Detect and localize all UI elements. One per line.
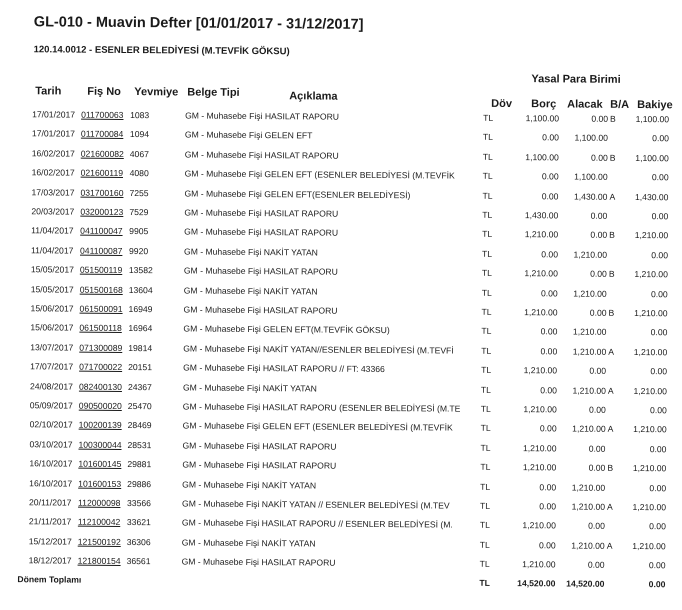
report-title: GL-010 - Muavin Defter [01/01/2017 - 31/12/2017]	[33, 14, 364, 33]
yevmiye-cell: 9905	[129, 226, 149, 237]
alacak-cell: 1,430.00	[573, 191, 608, 202]
bakiye-cell: 0.00	[652, 133, 669, 144]
period-total-alacak: 14,520.00	[566, 578, 605, 589]
aciklama-cell: GM - Muhasebe Fişi NAKİT YATAN	[183, 285, 318, 297]
period-total-label: Dönem Toplamı	[17, 574, 82, 585]
yevmiye-cell: 16949	[128, 304, 153, 315]
yevmiye-cell: 7255	[129, 187, 149, 198]
borc-cell: 0.00	[541, 190, 559, 201]
table-row	[0, 284, 680, 304]
ba-cell: A	[608, 346, 615, 357]
dov-cell: TL	[482, 170, 493, 182]
ba-cell: B	[608, 307, 615, 318]
alacak-cell: 0.00	[589, 365, 607, 376]
dov-cell: TL	[480, 461, 491, 473]
aciklama-cell: GM - Muhasebe Fişi HASILAT RAPORU	[184, 226, 339, 239]
fis-no-link[interactable]: 061500091	[79, 303, 123, 314]
alacak-cell: 1,210.00	[571, 501, 606, 512]
header-ba: B/A	[610, 98, 630, 111]
dov-cell: TL	[482, 151, 493, 162]
aciklama-cell: GM - Muhasebe Fişi NAKİT YATAN	[183, 246, 318, 258]
aciklama-cell: GM - Muhasebe Fişi NAKİT YATAN	[182, 382, 317, 394]
fis-no-link[interactable]: 121800154	[77, 555, 121, 567]
header-yevmiye: Yevmiye	[134, 86, 179, 99]
aciklama-cell: GM - Muhasebe Fişi NAKİT YATAN//ESENLER BELEDİYESİ (M.TEVFİ	[183, 343, 454, 356]
yevmiye-cell: 19814	[128, 342, 153, 354]
aciklama-cell: GM - Muhasebe Fişi HASILAT RAPORU	[185, 110, 340, 122]
table-row	[0, 225, 680, 245]
aciklama-cell: GM - Muhasebe Fişi HASILAT RAPORU	[182, 459, 337, 471]
dov-cell: TL	[480, 384, 492, 395]
dov-cell: TL	[481, 287, 492, 298]
borc-cell: 1,210.00	[524, 229, 559, 240]
aciklama-cell: GM - Muhasebe Fişi NAKİT YATAN	[182, 479, 317, 491]
date-cell: 16/10/2017	[29, 458, 73, 469]
fis-no-link[interactable]: 112100042	[77, 517, 121, 528]
dov-cell: TL	[479, 539, 490, 550]
bakiye-cell: 1,210.00	[632, 463, 667, 474]
aciklama-cell: GM - Muhasebe Fişi GELEN EFT(ESENLER BELEDİYESİ)	[184, 188, 411, 200]
yevmiye-cell: 1094	[129, 129, 150, 140]
bakiye-cell: 0.00	[649, 521, 666, 532]
borc-cell: 1,210.00	[524, 268, 558, 279]
dov-cell: TL	[480, 423, 491, 434]
fis-no-link[interactable]: 041100047	[80, 226, 123, 237]
table-row	[0, 322, 679, 342]
fis-no-link[interactable]: 100200139	[78, 420, 122, 431]
aciklama-cell: GM - Muhasebe Fişi HASILAT RAPORU // ESENLER BELEDİYESİ (M.	[181, 517, 453, 530]
ba-cell: A	[606, 501, 613, 512]
table-row	[0, 167, 681, 187]
date-cell: 17/07/2017	[30, 361, 74, 372]
bakiye-cell: 1,210.00	[632, 540, 666, 552]
dov-cell: TL	[481, 326, 492, 337]
yevmiye-cell: 4080	[129, 168, 149, 179]
date-cell: 20/11/2017	[29, 497, 72, 508]
aciklama-cell: GM - Muhasebe Fişi GELEN EFT (ESENLER BELEDİYESİ (M.TEVFİK	[184, 168, 455, 181]
date-cell: 11/04/2017	[30, 245, 74, 256]
alacak-cell: 1,100.00	[574, 171, 608, 182]
fis-no-link[interactable]: 051500119	[79, 264, 123, 276]
table-row	[0, 245, 680, 265]
yevmiye-cell: 24367	[127, 381, 152, 392]
borc-cell: 0.00	[540, 384, 557, 395]
period-total-row	[0, 574, 677, 594]
bakiye-cell: 0.00	[650, 288, 668, 299]
aciklama-cell: GM - Muhasebe Fişi NAKİT YATAN	[181, 537, 316, 549]
table-row	[0, 555, 678, 575]
bakiye-cell: 1,100.00	[635, 113, 670, 125]
fis-no-link[interactable]: 061500118	[79, 323, 122, 334]
dov-cell: TL	[480, 442, 491, 453]
alacak-cell: 0.00	[588, 521, 605, 532]
bakiye-cell: 0.00	[649, 443, 667, 455]
table-row	[0, 303, 680, 323]
ba-cell: B	[609, 152, 616, 163]
bakiye-cell: 0.00	[650, 405, 667, 416]
alacak-cell: 0.00	[588, 462, 606, 473]
fis-no-link[interactable]: 100300044	[78, 439, 122, 450]
bakiye-cell: 1,210.00	[634, 307, 668, 319]
bakiye-cell: 1,210.00	[634, 269, 668, 280]
borc-cell: 0.00	[541, 171, 559, 182]
bakiye-cell: 0.00	[651, 249, 669, 261]
alacak-cell: 0.00	[591, 113, 609, 124]
header-bakiye: Bakiye	[637, 99, 673, 112]
bakiye-cell: 0.00	[651, 172, 669, 183]
yevmiye-cell: 28469	[127, 420, 152, 431]
date-cell: 15/06/2017	[30, 303, 74, 314]
yevmiye-cell: 36306	[126, 536, 151, 547]
ba-cell: A	[609, 191, 616, 202]
dov-cell: TL	[482, 209, 493, 220]
aciklama-cell: GM - Muhasebe Fişi HASILAT RAPORU	[183, 304, 338, 316]
date-cell: 17/03/2017	[31, 186, 75, 198]
header-belge-tipi: Belge Tipi	[187, 86, 240, 99]
fis-no-link[interactable]: 071700022	[79, 361, 123, 373]
dov-cell: TL	[482, 190, 493, 201]
date-cell: 13/07/2017	[30, 342, 74, 353]
fis-no-link[interactable]: 021600082	[80, 148, 124, 159]
period-total-bakiye: 0.00	[648, 579, 666, 590]
date-cell: 15/06/2017	[30, 322, 74, 333]
aciklama-cell: GM - Muhasebe Fişi HASILAT RAPORU (ESENLER BELEDİYESİ (M.TE	[182, 401, 461, 414]
dov-cell: TL	[480, 500, 491, 511]
borc-cell: 0.00	[539, 423, 557, 434]
table-row	[0, 458, 678, 478]
borc-cell: 0.00	[539, 481, 557, 492]
alacak-cell: 1,210.00	[572, 423, 606, 435]
table-row	[0, 148, 681, 168]
dov-cell: TL	[479, 520, 490, 531]
borc-cell: 0.00	[540, 287, 558, 298]
fis-no-link[interactable]: 082400130	[78, 381, 123, 392]
bakiye-cell: 1,210.00	[633, 424, 667, 435]
table-row	[0, 128, 681, 148]
bakiye-cell: 0.00	[650, 366, 668, 377]
yevmiye-cell: 4067	[129, 148, 149, 159]
aciklama-cell: GM - Muhasebe Fişi GELEN EFT(M.TEVFİK GÖKSU)	[183, 323, 390, 336]
aciklama-cell: GM - Muhasebe Fişi HASILAT RAPORU	[182, 440, 337, 452]
ba-cell: A	[607, 385, 614, 396]
yevmiye-cell: 33621	[126, 517, 151, 528]
yevmiye-cell: 36561	[126, 556, 151, 567]
period-total-dov: TL	[479, 577, 490, 588]
date-cell: 03/10/2017	[29, 439, 73, 450]
bakiye-cell: 0.00	[650, 327, 668, 338]
date-cell: 24/08/2017	[29, 380, 74, 392]
ba-cell: B	[609, 230, 615, 241]
dov-cell: TL	[481, 345, 492, 356]
alacak-cell: 1,210.00	[573, 249, 608, 260]
bakiye-cell: 0.00	[648, 560, 666, 571]
borc-cell: 0.00	[542, 132, 559, 143]
fis-no-link[interactable]: 090500020	[78, 400, 122, 411]
date-cell: 21/11/2017	[28, 516, 72, 527]
fis-no-link[interactable]: 021600119	[80, 167, 124, 179]
fis-no-link[interactable]: 032000123	[80, 206, 124, 217]
dov-cell: TL	[481, 267, 492, 279]
borc-cell: 1,210.00	[522, 520, 556, 531]
bakiye-cell: 1,210.00	[634, 230, 669, 241]
borc-cell: 1,210.00	[523, 442, 557, 454]
dov-cell: TL	[481, 306, 492, 317]
alacak-cell: 0.00	[589, 307, 607, 318]
aciklama-cell: GM - Muhasebe Fişi GELEN EFT	[184, 129, 313, 141]
date-cell: 02/10/2017	[29, 419, 73, 430]
fis-no-link[interactable]: 101600153	[78, 478, 122, 489]
ba-cell: B	[608, 268, 615, 280]
ba-cell: A	[606, 540, 613, 551]
bakiye-cell: 1,210.00	[633, 346, 668, 358]
borc-cell: 1,210.00	[523, 365, 558, 376]
dov-cell: TL	[481, 248, 493, 259]
fis-no-link[interactable]: 011700084	[80, 129, 124, 140]
header-tarih: Tarih	[35, 85, 62, 98]
table-row	[0, 497, 678, 517]
yevmiye-cell: 29881	[127, 459, 152, 470]
table-row	[0, 109, 681, 129]
fis-no-link[interactable]: 121500192	[77, 536, 121, 547]
table-row	[0, 478, 678, 498]
alacak-cell: 1,210.00	[571, 540, 605, 551]
date-cell: 15/12/2017	[28, 536, 72, 547]
fis-no-link[interactable]: 101600145	[78, 458, 122, 470]
borc-cell: 1,430.00	[524, 210, 559, 221]
header-aciklama: Açıklama	[289, 90, 338, 103]
date-cell: 15/05/2017	[30, 283, 74, 295]
borc-cell: 0.00	[540, 346, 558, 357]
table-row	[0, 381, 679, 401]
period-total-borc: 14,520.00	[517, 578, 556, 589]
date-cell: 18/12/2017	[28, 555, 72, 566]
table-row	[0, 400, 679, 420]
borc-cell: 1,100.00	[525, 113, 560, 124]
aciklama-cell: GM - Muhasebe Fişi HASILAT RAPORU	[184, 149, 339, 161]
borc-cell: 0.00	[540, 326, 558, 337]
bakiye-cell: 1,210.00	[633, 385, 667, 396]
borc-cell: 0.00	[539, 501, 557, 512]
borc-cell: 1,100.00	[525, 151, 559, 163]
yevmiye-cell: 25470	[127, 401, 152, 412]
yevmiye-cell: 13604	[128, 284, 153, 295]
yevmiye-cell: 1083	[130, 110, 150, 121]
alacak-cell: 1,210.00	[571, 482, 606, 493]
borc-cell: 1,210.00	[522, 462, 557, 473]
date-cell: 17/01/2017	[31, 128, 76, 139]
header-borc: Borç	[531, 98, 557, 111]
date-cell: 15/05/2017	[30, 264, 74, 275]
alacak-cell: 1,100.00	[574, 132, 608, 144]
yevmiye-cell: 9920	[128, 245, 149, 256]
header-alacak: Alacak	[567, 98, 603, 111]
yevmiye-cell: 13582	[128, 265, 153, 276]
borc-cell: 1,210.00	[522, 559, 556, 570]
fis-no-link[interactable]: 011700063	[81, 109, 124, 120]
borc-cell: 1,210.00	[523, 404, 557, 415]
dov-cell: TL	[483, 112, 494, 123]
date-cell: 16/02/2017	[31, 167, 75, 178]
dov-cell: TL	[482, 229, 493, 240]
bakiye-cell: 1,210.00	[632, 501, 667, 513]
dov-cell: TL	[481, 364, 492, 376]
borc-cell: 0.00	[541, 249, 559, 260]
table-row	[0, 187, 681, 207]
alacak-cell: 0.00	[587, 559, 605, 570]
alacak-cell: 1,210.00	[572, 326, 607, 338]
yevmiye-cell: 28531	[127, 439, 152, 450]
bakiye-cell: 0.00	[651, 211, 669, 222]
fis-no-link[interactable]: 071300089	[79, 342, 123, 353]
alacak-cell: 0.00	[589, 404, 606, 415]
aciklama-cell: GM - Muhasebe Fişi HASILAT RAPORU	[181, 556, 336, 568]
fis-no-link[interactable]: 051500168	[79, 284, 123, 295]
table-row	[0, 361, 679, 381]
fis-no-link[interactable]: 112000098	[78, 497, 121, 508]
date-cell: 16/10/2017	[29, 477, 73, 489]
header-fis-no: Fiş No	[87, 85, 121, 98]
alacak-cell: 1,210.00	[573, 288, 607, 299]
aciklama-cell: GM - Muhasebe Fişi HASILAT RAPORU // FT: 43366	[183, 362, 385, 375]
yevmiye-cell: 33566	[127, 498, 151, 509]
date-cell: 20/03/2017	[31, 206, 75, 217]
bakiye-cell: 1,430.00	[634, 191, 669, 202]
borc-cell: 1,210.00	[524, 307, 558, 318]
ba-cell: B	[610, 113, 616, 124]
fis-no-link[interactable]: 031700160	[80, 187, 124, 198]
yevmiye-cell: 29886	[127, 478, 152, 489]
dov-cell: TL	[480, 481, 491, 492]
yevmiye-cell: 20151	[128, 362, 153, 373]
date-cell: 16/02/2017	[31, 148, 75, 159]
date-cell: 17/01/2017	[32, 109, 76, 120]
bakiye-cell: 1,100.00	[635, 152, 669, 164]
dov-cell: TL	[479, 558, 490, 570]
ba-cell: A	[607, 424, 614, 435]
alacak-cell: 0.00	[591, 152, 608, 163]
table-row	[0, 264, 680, 284]
table-row	[0, 439, 679, 459]
table-row	[0, 206, 680, 226]
dov-cell: TL	[482, 132, 494, 143]
alacak-cell: 0.00	[590, 268, 607, 279]
ba-cell: B	[607, 462, 614, 474]
table-row	[0, 342, 679, 362]
aciklama-cell: GM - Muhasebe Fişi GELEN EFT (ESENLER BELEDİYESİ (M.TEVFİK	[182, 420, 453, 433]
alacak-cell: 1,210.00	[572, 346, 607, 357]
alacak-cell: 0.00	[590, 210, 608, 221]
alacak-cell: 1,210.00	[572, 385, 606, 396]
alacak-cell: 0.00	[588, 443, 606, 454]
yevmiye-cell: 7529	[129, 207, 149, 218]
aciklama-cell: GM - Muhasebe Fişi HASILAT RAPORU	[183, 265, 338, 277]
alacak-cell: 0.00	[590, 230, 608, 241]
date-cell: 11/04/2017	[31, 225, 74, 236]
header-yasal-para-birimi: Yasal Para Birimi	[531, 73, 621, 86]
bakiye-cell: 0.00	[649, 482, 667, 493]
aciklama-cell: GM - Muhasebe Fişi HASILAT RAPORU	[184, 207, 339, 219]
date-cell: 05/09/2017	[29, 400, 73, 411]
dov-cell: TL	[480, 403, 491, 414]
yevmiye-cell: 16964	[128, 323, 153, 334]
table-row	[0, 536, 678, 556]
header-dov: Döv	[491, 97, 513, 111]
fis-no-link[interactable]: 041100087	[79, 245, 123, 256]
borc-cell: 0.00	[538, 540, 556, 551]
table-row	[0, 419, 679, 439]
account-heading: 120.14.0012 - ESENLER BELEDİYESİ (M.TEVFİK GÖKSU)	[33, 44, 290, 58]
aciklama-cell: GM - Muhasebe Fişi NAKİT YATAN // ESENLER BELEDİYESİ (M.TEV	[182, 498, 450, 511]
table-row	[0, 516, 678, 536]
